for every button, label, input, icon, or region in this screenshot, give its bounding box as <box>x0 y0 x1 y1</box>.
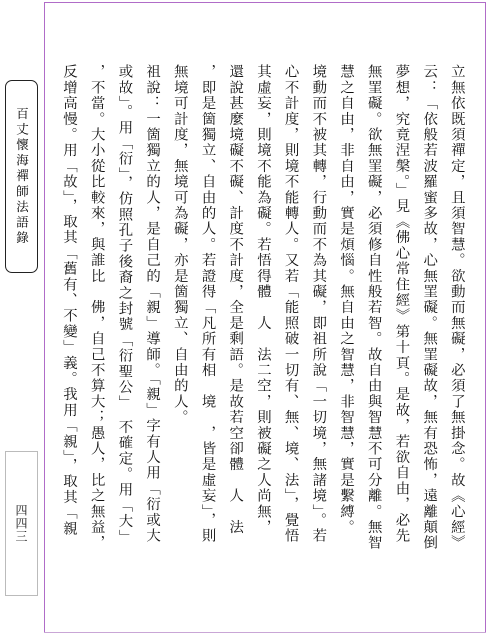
text-column: ，不當。大小從比較來，與誰比 佛，自己不算大；愚人，比之無益， <box>88 64 105 551</box>
text-column: 或故」。用「衍」，仿照孔子後裔之封號「衍聖公」 不確定。用「大」 <box>116 64 133 545</box>
book-title: 百丈懷海禪師法語錄 <box>14 106 30 247</box>
text-column: 無境可計度，無境可為礙，亦是箇獨立、自由的人。 <box>171 64 188 426</box>
page-frame-bottom-rule <box>44 632 486 633</box>
page-number-tab <box>5 451 38 596</box>
text-column: 境動而不被其轉，行動而不為其礙，即祖所說「一切境，無諸境」。若 <box>310 64 327 544</box>
text-column: 云：「依般若波羅蜜多故，心無罣礙。無罣礙故，無有恐怖，遠離顛倒 <box>421 64 438 551</box>
book-title-tab <box>5 80 38 273</box>
text-column: 心不計度，則境不能轉人。又若「能照破一切有、無、境、法」，覺悟 <box>282 64 299 544</box>
text-column: ，即是箇獨立、自由的人。若證得「凡所有相 境 ，皆是虛妄」，則 <box>199 64 216 544</box>
text-column: 慧之自由，非自由，實是煩惱。無自由之智慧，非智慧，實是繫縛。 <box>338 64 355 535</box>
text-column: 其虛妄，則境不能為礙。若悟得體 人 法二空，則被礙之人尚無， <box>254 64 271 535</box>
text-column: 祖說：一箇獨立的人，是自己的「親」導師。「親」字有人用「衍或大 <box>144 64 161 544</box>
text-column: 無罣礙。欲無罣礙，必須修自性般若智。故自由與智慧不可分離。無智 <box>365 64 382 551</box>
body-text <box>58 64 468 630</box>
text-column: 夢想，究竟涅槃。」見《佛心常住經》第十頁。是故，若欲自由，必先 <box>393 64 410 544</box>
text-column: 還說甚麼境礙不礙、計度不計度，全是剩語。是故若空卻體 人 法 <box>227 64 244 535</box>
page-number: 四四三 <box>14 504 28 543</box>
text-column: 反增高慢。用「故」，取其「舊有、不變」義。我用「親」，取其「親 <box>61 64 77 537</box>
text-column: 立無依既須禪定，且須智慧。欲動而無礙，必須了無掛念。故《心經》 <box>448 64 465 551</box>
